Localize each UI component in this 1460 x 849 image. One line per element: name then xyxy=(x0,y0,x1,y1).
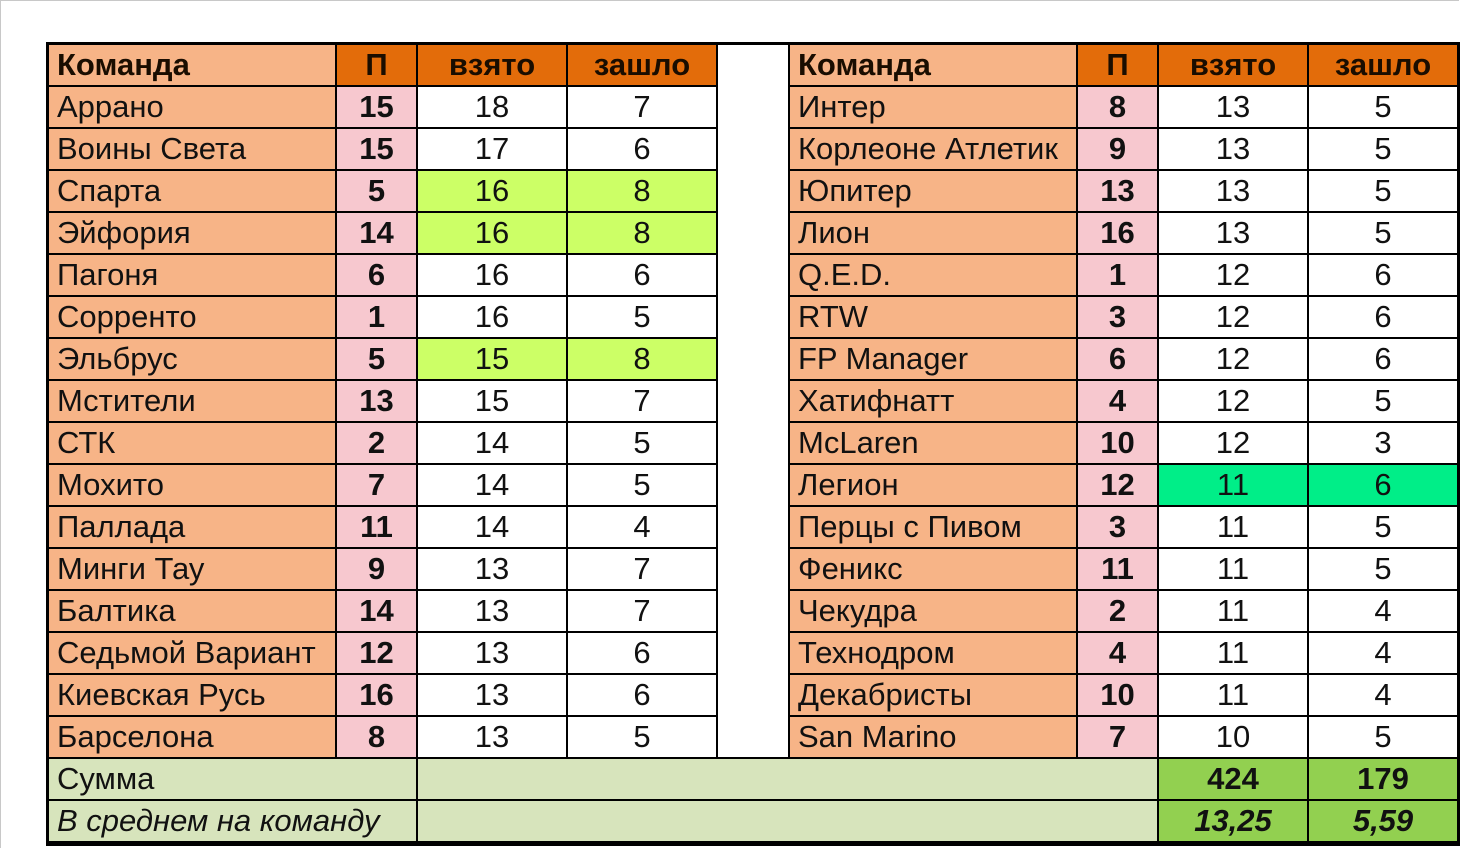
taken-cell: 14 xyxy=(418,423,568,465)
team-name-cell: Чекудра xyxy=(790,591,1078,633)
header-conceded-left: зашло xyxy=(568,45,718,87)
taken-cell: 11 xyxy=(1159,591,1309,633)
team-name-cell: Корлеоне Атлетик xyxy=(790,129,1078,171)
taken-cell: 16 xyxy=(418,171,568,213)
conceded-cell: 5 xyxy=(1309,87,1459,129)
taken-cell: 12 xyxy=(1159,297,1309,339)
taken-cell: 11 xyxy=(1159,633,1309,675)
p-cell: 10 xyxy=(1078,675,1159,717)
taken-cell: 13 xyxy=(418,675,568,717)
p-cell: 5 xyxy=(337,339,418,381)
p-cell: 5 xyxy=(337,171,418,213)
conceded-cell: 4 xyxy=(1309,675,1459,717)
team-name-cell: San Marino xyxy=(790,717,1078,759)
conceded-cell: 6 xyxy=(1309,297,1459,339)
conceded-cell: 6 xyxy=(1309,339,1459,381)
p-cell: 7 xyxy=(1078,717,1159,759)
p-cell: 12 xyxy=(1078,465,1159,507)
conceded-cell: 4 xyxy=(568,507,718,549)
column-gap xyxy=(718,465,790,507)
team-name-cell: Спарта xyxy=(49,171,337,213)
p-cell: 2 xyxy=(337,423,418,465)
column-gap xyxy=(718,45,790,87)
taken-cell: 13 xyxy=(418,633,568,675)
p-cell: 1 xyxy=(337,297,418,339)
team-name-cell: Воины Света xyxy=(49,129,337,171)
p-cell: 13 xyxy=(1078,171,1159,213)
p-cell: 10 xyxy=(1078,423,1159,465)
team-name-cell: Перцы с Пивом xyxy=(790,507,1078,549)
p-cell: 13 xyxy=(337,381,418,423)
team-name-cell: Барселона xyxy=(49,717,337,759)
column-gap xyxy=(718,675,790,717)
team-name-cell: Аррано xyxy=(49,87,337,129)
team-name-cell: Сорренто xyxy=(49,297,337,339)
conceded-cell: 6 xyxy=(568,633,718,675)
header-team-right: Команда xyxy=(790,45,1078,87)
team-name-cell: Q.E.D. xyxy=(790,255,1078,297)
p-cell: 6 xyxy=(337,255,418,297)
taken-cell: 15 xyxy=(418,381,568,423)
column-gap xyxy=(718,591,790,633)
p-cell: 16 xyxy=(337,675,418,717)
team-name-cell: Хатифнатт xyxy=(790,381,1078,423)
team-name-cell: Интер xyxy=(790,87,1078,129)
conceded-cell: 6 xyxy=(568,129,718,171)
taken-cell: 17 xyxy=(418,129,568,171)
column-gap xyxy=(718,507,790,549)
team-name-cell: RTW xyxy=(790,297,1078,339)
column-gap xyxy=(718,633,790,675)
taken-cell: 13 xyxy=(418,549,568,591)
conceded-cell: 6 xyxy=(568,255,718,297)
p-cell: 3 xyxy=(1078,297,1159,339)
conceded-cell: 5 xyxy=(568,423,718,465)
conceded-cell: 8 xyxy=(568,213,718,255)
taken-cell: 11 xyxy=(1159,549,1309,591)
conceded-cell: 5 xyxy=(1309,507,1459,549)
p-cell: 15 xyxy=(337,87,418,129)
p-cell: 4 xyxy=(1078,381,1159,423)
team-name-cell: Паллада xyxy=(49,507,337,549)
p-cell: 14 xyxy=(337,213,418,255)
conceded-cell: 5 xyxy=(1309,213,1459,255)
column-gap xyxy=(718,213,790,255)
team-name-cell: Седьмой Вариант xyxy=(49,633,337,675)
team-name-cell: Мохито xyxy=(49,465,337,507)
column-gap xyxy=(718,87,790,129)
conceded-cell: 4 xyxy=(1309,591,1459,633)
p-cell: 11 xyxy=(1078,549,1159,591)
avg-row-taken: 13,25 xyxy=(1159,801,1309,843)
team-name-cell: Эльбрус xyxy=(49,339,337,381)
conceded-cell: 5 xyxy=(568,717,718,759)
team-name-cell: Лион xyxy=(790,213,1078,255)
taken-cell: 13 xyxy=(1159,129,1309,171)
taken-cell: 18 xyxy=(418,87,568,129)
column-gap xyxy=(718,297,790,339)
p-cell: 9 xyxy=(1078,129,1159,171)
conceded-cell: 5 xyxy=(1309,717,1459,759)
team-name-cell: Феникс xyxy=(790,549,1078,591)
header-p-right: П xyxy=(1078,45,1159,87)
column-gap xyxy=(718,381,790,423)
p-cell: 8 xyxy=(337,717,418,759)
conceded-cell: 5 xyxy=(568,297,718,339)
taken-cell: 13 xyxy=(1159,87,1309,129)
p-cell: 3 xyxy=(1078,507,1159,549)
taken-cell: 11 xyxy=(1159,465,1309,507)
sum-row-taken: 424 xyxy=(1159,759,1309,801)
header-conceded-right: зашло xyxy=(1309,45,1459,87)
taken-cell: 16 xyxy=(418,213,568,255)
conceded-cell: 5 xyxy=(1309,381,1459,423)
conceded-cell: 4 xyxy=(1309,633,1459,675)
column-gap xyxy=(718,339,790,381)
taken-cell: 14 xyxy=(418,465,568,507)
team-name-cell: Пагоня xyxy=(49,255,337,297)
taken-cell: 13 xyxy=(418,717,568,759)
sum-row-fill xyxy=(418,759,1159,801)
team-name-cell: Технодром xyxy=(790,633,1078,675)
taken-cell: 10 xyxy=(1159,717,1309,759)
p-cell: 15 xyxy=(337,129,418,171)
sum-row-conceded: 179 xyxy=(1309,759,1459,801)
team-name-cell: Киевская Русь xyxy=(49,675,337,717)
p-cell: 9 xyxy=(337,549,418,591)
taken-cell: 16 xyxy=(418,297,568,339)
header-taken-left: взято xyxy=(418,45,568,87)
p-cell: 2 xyxy=(1078,591,1159,633)
conceded-cell: 5 xyxy=(1309,129,1459,171)
conceded-cell: 5 xyxy=(1309,171,1459,213)
conceded-cell: 6 xyxy=(1309,255,1459,297)
column-gap xyxy=(718,423,790,465)
team-name-cell: McLaren xyxy=(790,423,1078,465)
conceded-cell: 8 xyxy=(568,339,718,381)
column-gap xyxy=(718,717,790,759)
column-gap xyxy=(718,255,790,297)
header-team-left: Команда xyxy=(49,45,337,87)
sum-row-label: Сумма xyxy=(49,759,418,801)
conceded-cell: 7 xyxy=(568,381,718,423)
header-taken-right: взято xyxy=(1159,45,1309,87)
team-name-cell: Эйфория xyxy=(49,213,337,255)
avg-row-label: В среднем на команду xyxy=(49,801,418,843)
team-name-cell: Юпитер xyxy=(790,171,1078,213)
column-gap xyxy=(718,549,790,591)
avg-row-fill xyxy=(418,801,1159,843)
taken-cell: 13 xyxy=(1159,171,1309,213)
column-gap xyxy=(718,129,790,171)
conceded-cell: 3 xyxy=(1309,423,1459,465)
taken-cell: 16 xyxy=(418,255,568,297)
taken-cell: 12 xyxy=(1159,423,1309,465)
p-cell: 8 xyxy=(1078,87,1159,129)
taken-cell: 13 xyxy=(1159,213,1309,255)
p-cell: 16 xyxy=(1078,213,1159,255)
team-name-cell: Мстители xyxy=(49,381,337,423)
taken-cell: 11 xyxy=(1159,675,1309,717)
p-cell: 6 xyxy=(1078,339,1159,381)
conceded-cell: 5 xyxy=(568,465,718,507)
conceded-cell: 7 xyxy=(568,87,718,129)
p-cell: 4 xyxy=(1078,633,1159,675)
conceded-cell: 6 xyxy=(568,675,718,717)
conceded-cell: 7 xyxy=(568,549,718,591)
taken-cell: 11 xyxy=(1159,507,1309,549)
taken-cell: 12 xyxy=(1159,255,1309,297)
avg-row-conceded: 5,59 xyxy=(1309,801,1459,843)
team-name-cell: Декабристы xyxy=(790,675,1078,717)
p-cell: 12 xyxy=(337,633,418,675)
taken-cell: 12 xyxy=(1159,339,1309,381)
conceded-cell: 7 xyxy=(568,591,718,633)
p-cell: 1 xyxy=(1078,255,1159,297)
taken-cell: 13 xyxy=(418,591,568,633)
team-name-cell: Балтика xyxy=(49,591,337,633)
p-cell: 14 xyxy=(337,591,418,633)
taken-cell: 14 xyxy=(418,507,568,549)
column-gap xyxy=(718,171,790,213)
p-cell: 7 xyxy=(337,465,418,507)
team-name-cell: Легион xyxy=(790,465,1078,507)
team-name-cell: Минги Тау xyxy=(49,549,337,591)
conceded-cell: 8 xyxy=(568,171,718,213)
results-table xyxy=(46,42,1460,846)
team-name-cell: FP Manager xyxy=(790,339,1078,381)
p-cell: 11 xyxy=(337,507,418,549)
header-p-left: П xyxy=(337,45,418,87)
team-name-cell: СТК xyxy=(49,423,337,465)
taken-cell: 12 xyxy=(1159,381,1309,423)
conceded-cell: 5 xyxy=(1309,549,1459,591)
taken-cell: 15 xyxy=(418,339,568,381)
conceded-cell: 6 xyxy=(1309,465,1459,507)
